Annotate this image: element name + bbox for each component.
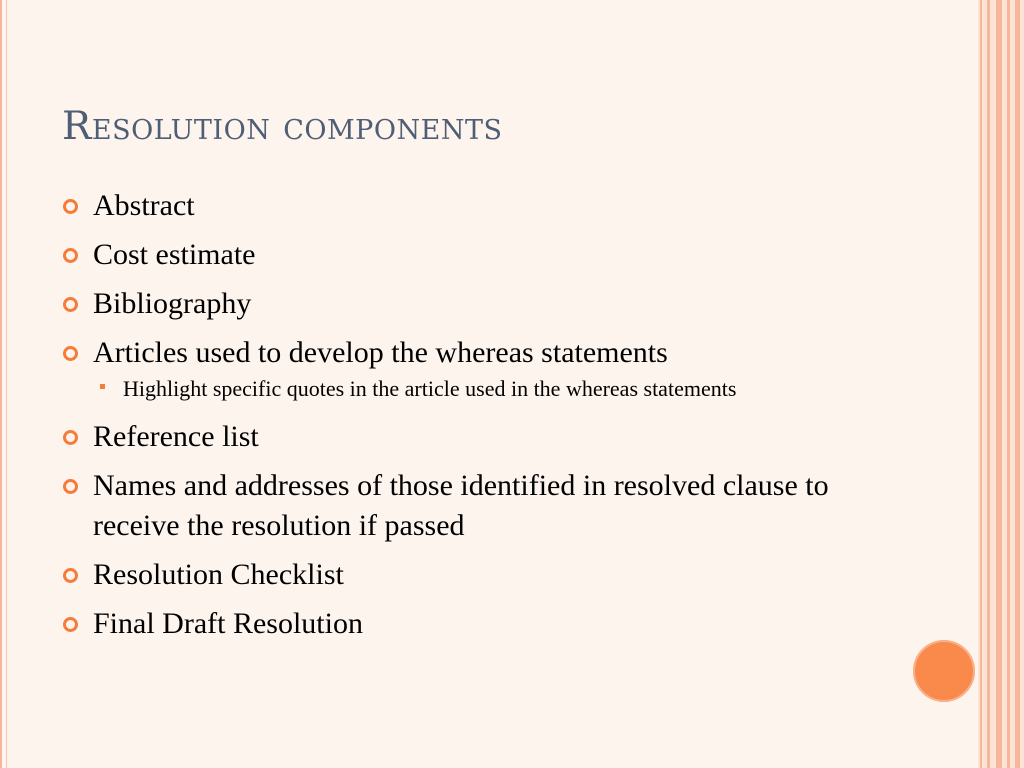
stripe — [987, 0, 990, 768]
list-item — [62, 604, 902, 644]
list-item-text: Cost estimate — [93, 238, 256, 271]
stripe — [980, 0, 982, 768]
circle-bullet-icon — [63, 617, 78, 632]
left-border-line-inner — [6, 0, 7, 768]
circle-bullet-icon — [63, 479, 78, 494]
list-item — [62, 284, 902, 324]
list-item — [62, 417, 902, 457]
slide-title: Resolution components — [62, 104, 503, 149]
list-item-text: Bibliography — [93, 287, 252, 320]
list-item-text: Final Draft Resolution — [93, 607, 363, 640]
stripe — [1015, 0, 1020, 768]
circle-bullet-icon — [63, 199, 78, 214]
circle-bullet-icon — [63, 430, 78, 445]
square-bullet-icon — [100, 384, 105, 389]
sub-list-item — [62, 374, 902, 404]
circle-bullet-icon — [63, 248, 78, 263]
list-item-text: Reference list — [93, 420, 259, 453]
list-item-text: Articles used to develop the whereas statements — [93, 336, 668, 369]
circle-bullet-icon — [63, 346, 78, 361]
circle-bullet-icon — [63, 568, 78, 583]
list-item-text: Names and addresses of those identified in resolved clause to receive the resolution if passed — [93, 469, 829, 542]
stripe — [1007, 0, 1010, 768]
circle-bullet-icon — [63, 297, 78, 312]
sub-list-item-text: Highlight specific quotes in the article used in the whereas statements — [123, 376, 737, 401]
bullet-list — [62, 186, 902, 653]
left-border-line — [0, 0, 2, 768]
list-item — [62, 466, 902, 546]
list-item-text: Abstract — [93, 189, 195, 222]
list-item — [62, 235, 902, 275]
stripe — [996, 0, 1002, 768]
list-item-text: Resolution Checklist — [93, 558, 344, 591]
list-item — [62, 186, 902, 226]
list-item — [62, 333, 902, 373]
decorative-circle — [913, 640, 975, 702]
right-decorative-stripes — [978, 0, 1024, 768]
list-item — [62, 555, 902, 595]
